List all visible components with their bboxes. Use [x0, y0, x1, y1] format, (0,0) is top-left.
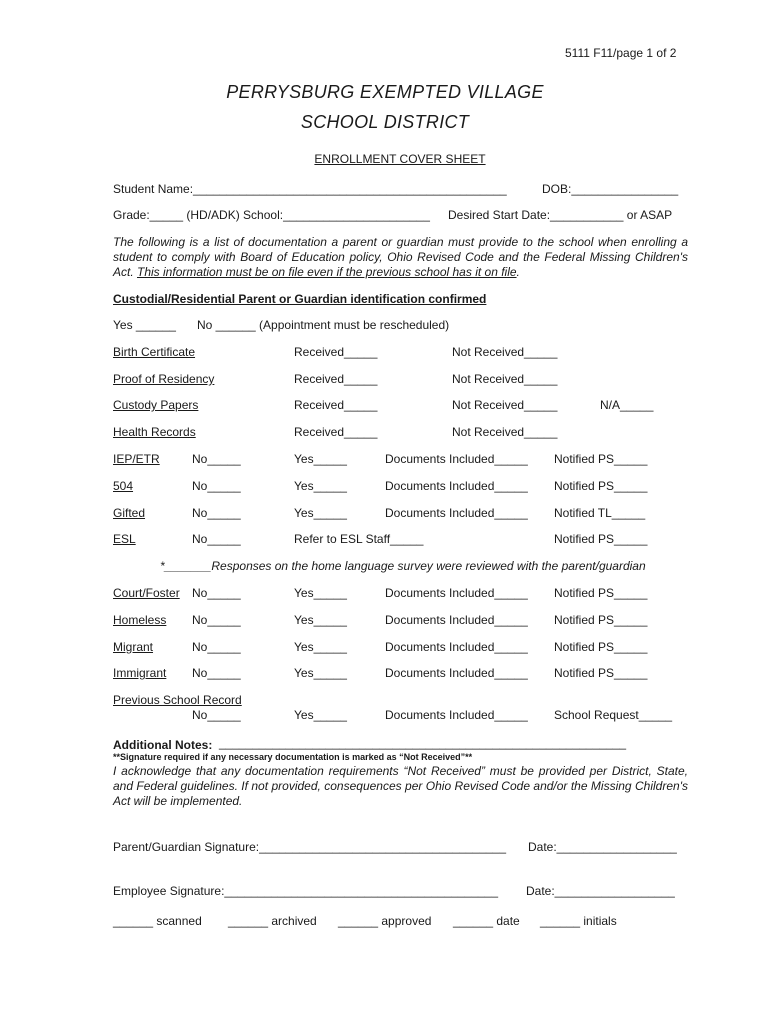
- previous-school-request[interactable]: School Request_____: [554, 708, 673, 722]
- previous-school-yes[interactable]: Yes_____: [294, 708, 347, 722]
- program-documents-included[interactable]: Documents Included_____: [385, 506, 528, 520]
- program-documents-included[interactable]: Documents Included_____: [385, 479, 528, 493]
- program-yes[interactable]: Yes_____: [294, 479, 347, 493]
- program-notified[interactable]: Notified TL_____: [554, 506, 646, 520]
- additional-notes-label: Additional Notes:: [113, 738, 213, 752]
- status-label-migrant: Migrant: [113, 640, 154, 654]
- program-yes[interactable]: Yes_____: [294, 452, 347, 466]
- esl-label: ESL: [113, 532, 136, 546]
- program-label-504: 504: [113, 479, 134, 493]
- office-scanned[interactable]: ______ scanned: [113, 914, 202, 928]
- status-documents-included[interactable]: Documents Included_____: [385, 640, 528, 654]
- program-notified[interactable]: Notified PS_____: [554, 479, 648, 493]
- program-label-iep-etr: IEP/ETR: [113, 452, 160, 466]
- grade-school-field[interactable]: Grade:_____ (HD/ADK) School:______________________: [113, 208, 430, 222]
- district-title-line2: SCHOOL DISTRICT: [300, 112, 470, 132]
- office-date[interactable]: ______ date: [453, 914, 520, 928]
- status-yes[interactable]: Yes_____: [294, 666, 347, 680]
- program-documents-included[interactable]: Documents Included_____: [385, 452, 528, 466]
- intro-paragraph: [113, 235, 688, 280]
- doc-not-received[interactable]: Not Received_____: [452, 372, 558, 386]
- esl-no[interactable]: No_____: [192, 532, 241, 546]
- parent-signature-field[interactable]: Parent/Guardian Signature:_____________________________________: [113, 840, 507, 854]
- office-archived[interactable]: ______ archived: [228, 914, 317, 928]
- intro-underlined-text: This information must be on file even if the previous school has it on file: [137, 265, 517, 279]
- intro-text: The following is a list of documentation a parent or guardian must provide to the school when enrolling a student to comply with Board of Education policy, Ohio Revised Code and the Federal Missing Children's Act.: [113, 235, 688, 279]
- doc-not-received[interactable]: Not Received_____: [452, 345, 558, 359]
- status-label-immigrant: Immigrant: [113, 666, 167, 680]
- status-label-homeless: Homeless: [113, 613, 167, 627]
- start-date-field[interactable]: Desired Start Date:___________ or ASAP: [448, 208, 673, 222]
- doc-received[interactable]: Received_____: [294, 425, 378, 439]
- status-no[interactable]: No_____: [192, 613, 241, 627]
- status-notified[interactable]: Notified PS_____: [554, 613, 648, 627]
- student-name-field[interactable]: Student Name:_______________________________________________: [113, 182, 507, 196]
- custodial-heading: Custodial/Residential Parent or Guardian identification confirmed: [113, 292, 487, 306]
- program-yes[interactable]: Yes_____: [294, 506, 347, 520]
- page-reference: 5111 F11/page 1 of 2: [565, 46, 677, 60]
- doc-na[interactable]: N/A_____: [600, 398, 654, 412]
- custodial-yes[interactable]: Yes ______: [113, 318, 176, 332]
- employee-signature-date-field[interactable]: Date:__________________: [526, 884, 675, 898]
- status-documents-included[interactable]: Documents Included_____: [385, 586, 528, 600]
- status-notified[interactable]: Notified PS_____: [554, 586, 648, 600]
- previous-school-no[interactable]: No_____: [192, 708, 241, 722]
- previous-school-label: Previous School Record: [113, 693, 242, 707]
- status-yes[interactable]: Yes_____: [294, 586, 347, 600]
- doc-not-received[interactable]: Not Received_____: [452, 425, 558, 439]
- esl-notified[interactable]: Notified PS_____: [554, 532, 648, 546]
- employee-signature-field[interactable]: Employee Signature:_________________________________________: [113, 884, 499, 898]
- doc-received[interactable]: Received_____: [294, 345, 378, 359]
- previous-school-documents-included[interactable]: Documents Included_____: [385, 708, 528, 722]
- program-notified[interactable]: Notified PS_____: [554, 452, 648, 466]
- status-documents-included[interactable]: Documents Included_____: [385, 666, 528, 680]
- doc-label-proof-of-residency: Proof of Residency: [113, 372, 215, 386]
- status-notified[interactable]: Notified PS_____: [554, 666, 648, 680]
- doc-received[interactable]: Received_____: [294, 372, 378, 386]
- program-no[interactable]: No_____: [192, 452, 241, 466]
- parent-signature-date-field[interactable]: Date:__________________: [528, 840, 677, 854]
- intro-period: .: [516, 265, 520, 279]
- program-no[interactable]: No_____: [192, 479, 241, 493]
- home-language-survey-note[interactable]: *_______Responses on the home language survey were reviewed with the parent/guardian: [160, 559, 646, 573]
- doc-not-received[interactable]: Not Received_____: [452, 398, 558, 412]
- status-label-court-foster: Court/Foster: [113, 586, 180, 600]
- status-documents-included[interactable]: Documents Included_____: [385, 613, 528, 627]
- signature-required-note: **Signature required if any necessary documentation is marked as “Not Received”**: [113, 752, 473, 762]
- doc-received[interactable]: Received_____: [294, 398, 378, 412]
- status-no[interactable]: No_____: [192, 586, 241, 600]
- acknowledgement-paragraph: I acknowledge that any documentation requirements “Not Received” must be provided per District, State, and Federal guidelines. If not provided, consequences per Ohio Revised Code and/or the Missing Children's Act will be implemented.: [113, 764, 688, 808]
- esl-refer-staff[interactable]: Refer to ESL Staff_____: [294, 532, 424, 546]
- status-yes[interactable]: Yes_____: [294, 640, 347, 654]
- status-notified[interactable]: Notified PS_____: [554, 640, 648, 654]
- status-yes[interactable]: Yes_____: [294, 613, 347, 627]
- status-no[interactable]: No_____: [192, 640, 241, 654]
- office-initials[interactable]: ______ initials: [540, 914, 617, 928]
- doc-label-custody-papers: Custody Papers: [113, 398, 199, 412]
- district-title-line1: PERRYSBURG EXEMPTED VILLAGE: [226, 82, 544, 102]
- dob-field[interactable]: DOB:________________: [542, 182, 679, 196]
- doc-label-birth-certificate: Birth Certificate: [113, 345, 196, 359]
- office-approved[interactable]: ______ approved: [338, 914, 432, 928]
- program-label-gifted: Gifted: [113, 506, 146, 520]
- custodial-no[interactable]: No ______ (Appointment must be rescheduled): [197, 318, 450, 332]
- program-no[interactable]: No_____: [192, 506, 241, 520]
- doc-label-health-records: Health Records: [113, 425, 196, 439]
- form-subtitle: ENROLLMENT COVER SHEET: [314, 152, 486, 166]
- status-no[interactable]: No_____: [192, 666, 241, 680]
- additional-notes-input[interactable]: _____________________________________________________________: [219, 736, 627, 750]
